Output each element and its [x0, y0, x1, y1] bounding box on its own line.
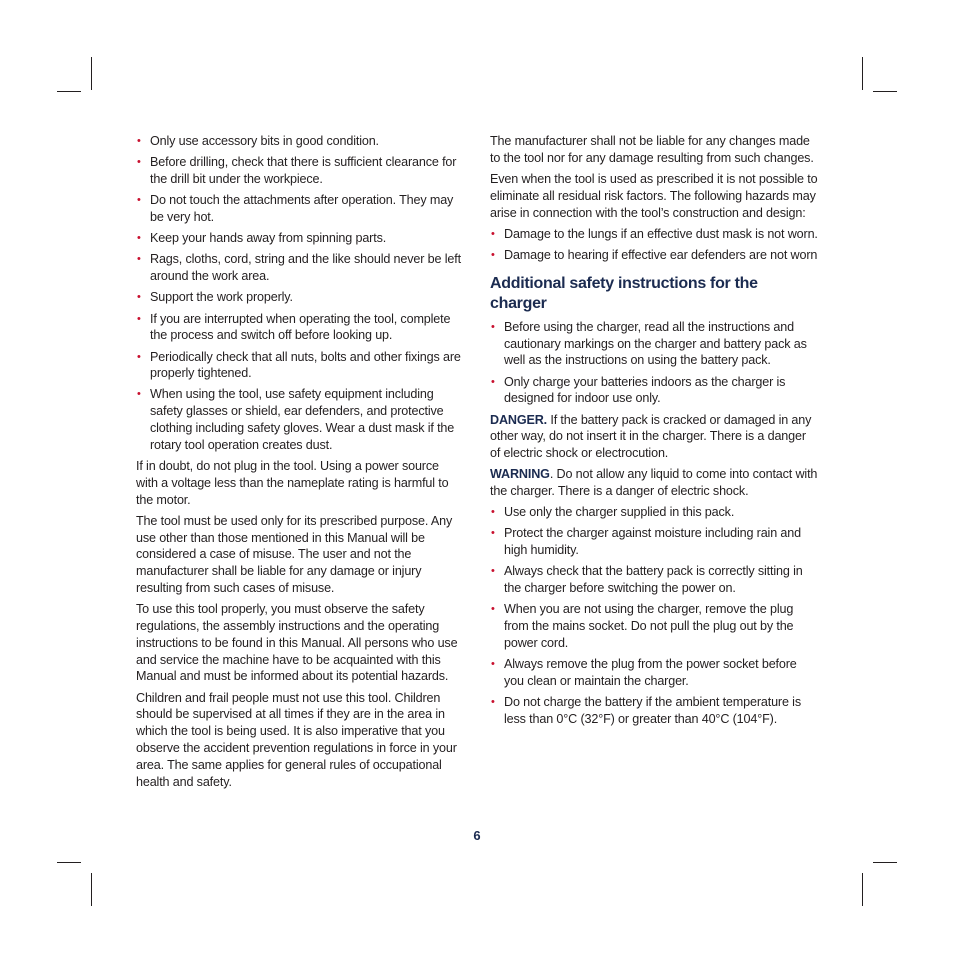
list-item: • Always remove the plug from the power socket before you clean or maintain the charger.: [490, 656, 818, 690]
list-item: • Only use accessory bits in good condition.: [136, 133, 462, 150]
list-item: • Damage to the lungs if an effective dust mask is not worn.: [490, 226, 818, 243]
charger-bullet-list-2: [490, 504, 818, 728]
crop-mark-bottom-right-vertical: [862, 873, 863, 906]
list-item: • Protect the charger against moisture including rain and high humidity.: [490, 525, 818, 559]
crop-mark-bottom-left-vertical: [91, 873, 92, 906]
crop-mark-top-right-vertical: [862, 57, 863, 90]
list-item: • Use only the charger supplied in this pack.: [490, 504, 818, 521]
paragraph-safety-regulations: To use this tool properly, you must observe the safety regulations, the assembly instructions and the operating instructions to be found in this Manual. All persons who use and service the machine have to be acquainted with this Manual and must be informed about its potential hazards.: [136, 602, 458, 684]
list-item: • Keep your hands away from spinning parts.: [136, 230, 462, 247]
paragraph-prescribed-purpose: The tool must be used only for its prescribed purpose. Any use other than those mentioned in this Manual will be considered a case of misuse. The user and not the manufacturer shall be liable for any damage or injury resulting from such cases of misuse.: [136, 513, 453, 596]
danger-label: DANGER.: [490, 412, 548, 427]
list-item: • Only charge your batteries indoors as the charger is designed for indoor use only.: [490, 374, 818, 408]
page-number: 6: [473, 828, 481, 843]
crop-mark-top-left-horizontal: [57, 91, 81, 92]
crop-mark-bottom-left-horizontal: [57, 862, 81, 863]
list-item: • When you are not using the charger, remove the plug from the mains socket. Do not pull the plug out by the power cord.: [490, 601, 818, 651]
list-item: • Always check that the battery pack is correctly sitting in the charger before switching the power on.: [490, 563, 818, 597]
danger-notice: [490, 412, 818, 462]
list-item: • When using the tool, use safety equipment including safety glasses or shield, ear defenders, and protective clothing including safety gloves. Wear a dust mask if the rotary tool operation creates dust.: [136, 386, 462, 453]
crop-mark-top-right-horizontal: [873, 91, 897, 92]
list-item: • Rags, cloths, cord, string and the like should never be left around the work area.: [136, 251, 462, 285]
list-item: • Periodically check that all nuts, bolts and other fixings are properly tightened.: [136, 349, 462, 383]
list-item: • If you are interrupted when operating the tool, complete the process and switch off before looking up.: [136, 311, 462, 345]
warning-text: . Do not allow any liquid to come into contact with the charger. There is a danger of electric shock.: [490, 467, 818, 499]
crop-mark-bottom-right-horizontal: [873, 862, 897, 863]
right-column: [490, 133, 818, 732]
list-item: • Damage to hearing if effective ear defenders are not worn: [490, 247, 818, 264]
danger-text: If the battery pack is cracked or damaged in any other way, do not insert it in the charger. There is a danger of electric shock or electrocution.: [490, 412, 812, 461]
paragraph-residual-risks: Even when the tool is used as prescribed it is not possible to eliminate all residual risk factors. The following hazards may arise in connection with the tool’s construction and design:: [490, 171, 818, 220]
paragraph-children-frail: Children and frail people must not use this tool. Children should be supervised at all times if they are in the area in which the tool is being used. It is also imperative that you observe the accident prevention regulations in force in your area. The same applies for general rules of occupational health and safety.: [136, 690, 457, 789]
warning-label: WARNING: [490, 467, 550, 482]
hazard-bullet-list: [490, 226, 818, 264]
list-item: • Support the work properly.: [136, 289, 462, 306]
left-column: [136, 133, 462, 795]
tool-safety-bullet-list: [136, 133, 462, 454]
paragraph-power-source: If in doubt, do not plug in the tool. Using a power source with a voltage less than the nameplate rating is harmful to the motor.: [136, 459, 449, 507]
warning-notice: [490, 466, 818, 500]
list-item: • Do not touch the attachments after operation. They may be very hot.: [136, 192, 462, 226]
paragraph-manufacturer-liability: The manufacturer shall not be liable for any changes made to the tool nor for any damage resulting from such changes.: [490, 134, 814, 165]
list-item: • Before drilling, check that there is sufficient clearance for the drill bit under the workpiece.: [136, 154, 462, 188]
charger-section-heading: Additional safety instructions for the charger: [490, 274, 758, 312]
list-item: • Before using the charger, read all the instructions and cautionary markings on the charger and battery pack as well as the instructions on using the battery pack.: [490, 319, 818, 369]
crop-mark-top-left-vertical: [91, 57, 92, 90]
list-item: • Do not charge the battery if the ambient temperature is less than 0°C (32°F) or greater than 40°C (104°F).: [490, 694, 818, 728]
charger-bullet-list-1: [490, 319, 818, 407]
